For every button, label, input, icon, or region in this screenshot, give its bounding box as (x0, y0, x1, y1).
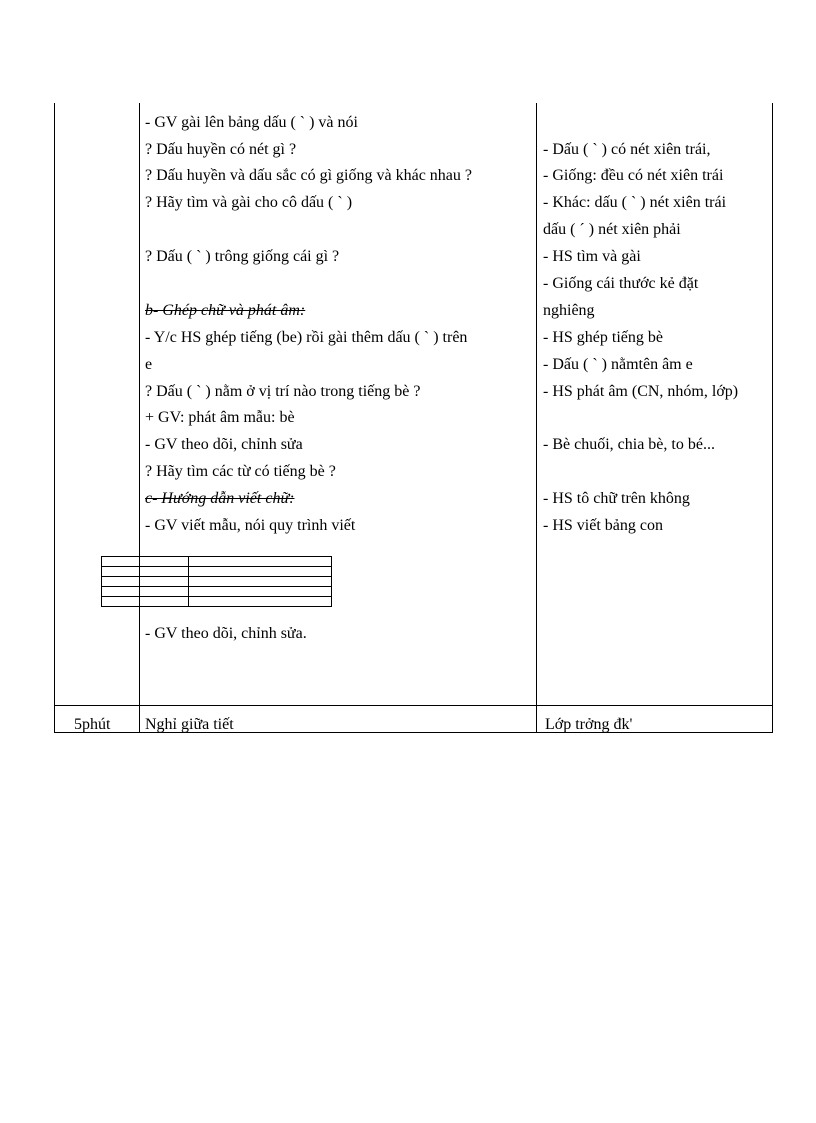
teacher-line: ? Dấu huyền có nét gì ? (145, 141, 297, 158)
student-line: nghiêng (543, 302, 595, 319)
student-line: - HS tìm và gài (543, 248, 641, 265)
student-line: - Bè chuối, chia bè, to bé... (543, 436, 715, 453)
footer-activity: Nghỉ giữa tiết (145, 716, 234, 733)
writing-grid-line (102, 576, 331, 577)
section-heading-b: b- Ghép chữ và phát âm: (145, 302, 306, 319)
teacher-line: - GV theo dõi, chỉnh sửa (145, 436, 303, 453)
section-heading-c: c- Hướng dẫn viết chữ: (145, 490, 295, 507)
teacher-line: - Y/c HS ghép tiếng (be) rồi gài thêm dấu ( ˋ ) trên (145, 329, 468, 346)
student-line: - HS tô chữ trên không (543, 490, 690, 507)
student-line: - HS phát âm (CN, nhóm, lớp) (543, 383, 739, 400)
student-line: - Dấu ( ˋ ) có nét xiên trái, (543, 141, 711, 158)
student-line: dấu ( ˊ ) nét xiên phải (543, 221, 681, 238)
teacher-line: e (145, 356, 153, 373)
teacher-line: - GV gài lên bảng dấu ( ˋ ) và nói (145, 114, 358, 131)
column-divider-1 (139, 103, 140, 733)
teacher-line: + GV: phát âm mẫu: bè (145, 409, 295, 426)
student-line: - HS viết bảng con (543, 517, 663, 534)
writing-grid (101, 556, 332, 607)
teacher-line: ? Dấu ( ˋ ) trông giống cái gì ? (145, 248, 340, 265)
column-divider-2 (536, 103, 537, 733)
teacher-line: - GV viết mẫu, nói quy trình viết (145, 517, 356, 534)
table-border-left (54, 103, 55, 733)
writing-grid-line (102, 586, 331, 587)
student-line: - Khác: dấu ( ˋ ) nét xiên trái (543, 194, 727, 211)
teacher-line: ? Dấu huyền và dấu sắc có gì giống và khác nhau ? (145, 167, 472, 184)
writing-grid-divider (188, 557, 189, 606)
teacher-line: - GV theo dõi, chỉnh sửa. (145, 625, 307, 642)
student-line: - Giống cái thước kẻ đặt (543, 275, 699, 292)
student-line: - Dấu ( ˋ ) nằmtên âm e (543, 356, 693, 373)
writing-grid-line (102, 596, 331, 597)
teacher-line: ? Hãy tìm và gài cho cô dấu ( ˋ ) (145, 194, 353, 211)
teacher-line: ? Dấu ( ˋ ) nằm ở vị trí nào trong tiếng bè ? (145, 383, 421, 400)
footer-time: 5phút (74, 716, 111, 733)
footer-student: Lớp trởng đk' (545, 716, 633, 733)
row-divider (54, 705, 773, 706)
table-border-right (772, 103, 773, 733)
teacher-line: ? Hãy tìm các từ có tiếng bè ? (145, 463, 336, 480)
student-line: - Giống: đều có nét xiên trái (543, 167, 724, 184)
student-line: - HS ghép tiếng bè (543, 329, 663, 346)
writing-grid-line (102, 566, 331, 567)
